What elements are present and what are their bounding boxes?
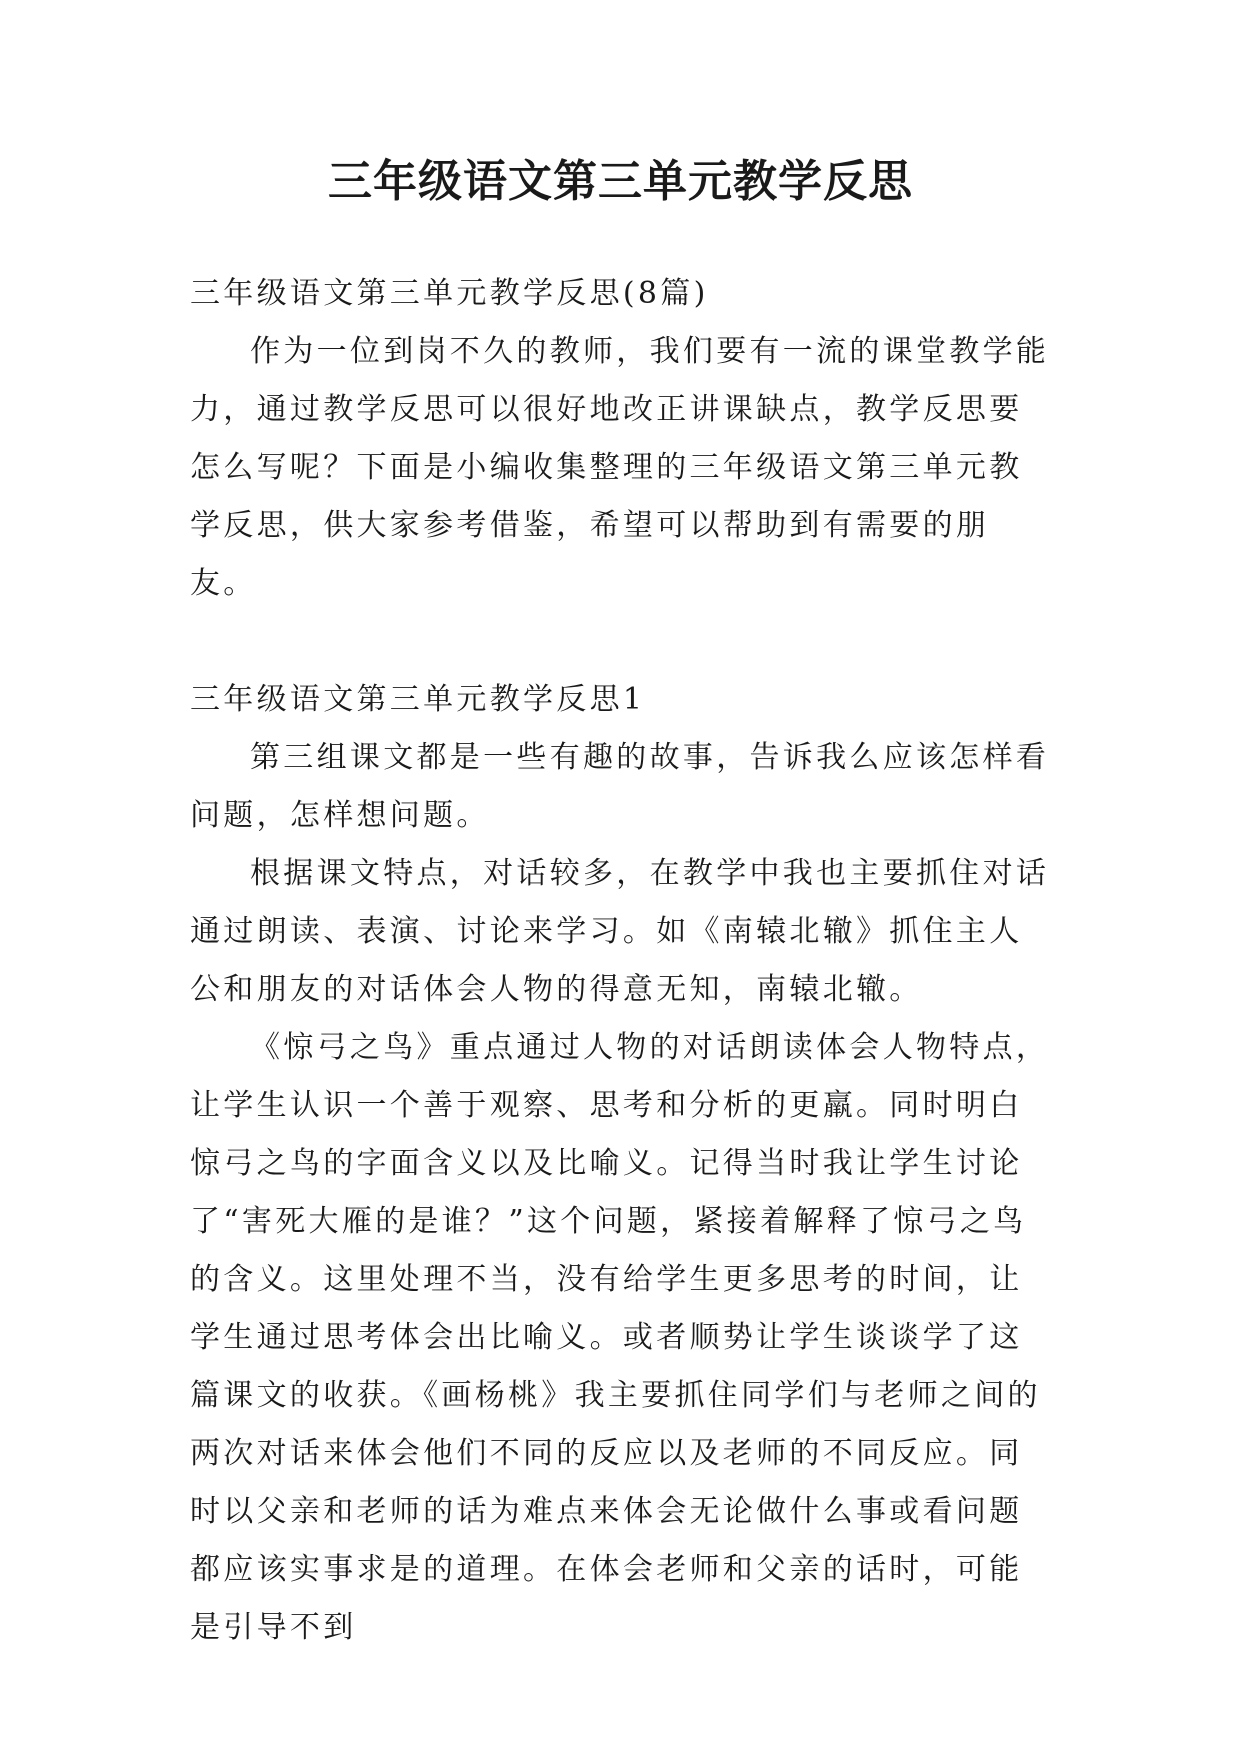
body-paragraph: 第三组课文都是一些有趣的故事，告诉我么应该怎样看问题，怎样想问题。: [190, 740, 1050, 833]
subtitle-line: 三年级语文第三单元教学反思(8篇): [190, 276, 709, 311]
paragraph-spacer: [190, 613, 1050, 671]
document-title: 三年级语文第三单元教学反思: [328, 156, 913, 207]
body-paragraph: 根据课文特点，对话较多，在教学中我也主要抓住对话通过朗读、表演、讨论来学习。如《南辕北辙》抓住主人公和朋友的对话体会人物的得意无知，南辕北辙。: [190, 856, 1050, 1007]
intro-paragraph: 作为一位到岗不久的教师，我们要有一流的课堂教学能力，通过教学反思可以很好地改正讲课缺点，教学反思要怎么写呢？下面是小编收集整理的三年级语文第三单元教学反思，供大家参考借鉴，希望可以帮助到有需要的朋友。: [190, 334, 1050, 601]
section-heading: 三年级语文第三单元教学反思1: [190, 682, 646, 717]
document-body: [190, 265, 1050, 1657]
body-paragraph: 《惊弓之鸟》重点通过人物的对话朗读体会人物特点，让学生认识一个善于观察、思考和分析的更羸。同时明白惊弓之鸟的字面含义以及比喻义。记得当时我让学生讨论了“害死大雁的是谁？”这个问题，紧接着解释了惊弓之鸟的含义。这里处理不当，没有给学生更多思考的时间，让学生通过思考体会出比喻义。或者顺势让学生谈谈学了这篇课文的收获。《画杨桃》我主要抓住同学们与老师之间的两次对话来体会他们不同的反应以及老师的不同反应。同时以父亲和老师的话为难点来体会无论做什么事或看问题都应该实事求是的道理。在体会老师和父亲的话时，可能是引导不到: [190, 1030, 1050, 1645]
